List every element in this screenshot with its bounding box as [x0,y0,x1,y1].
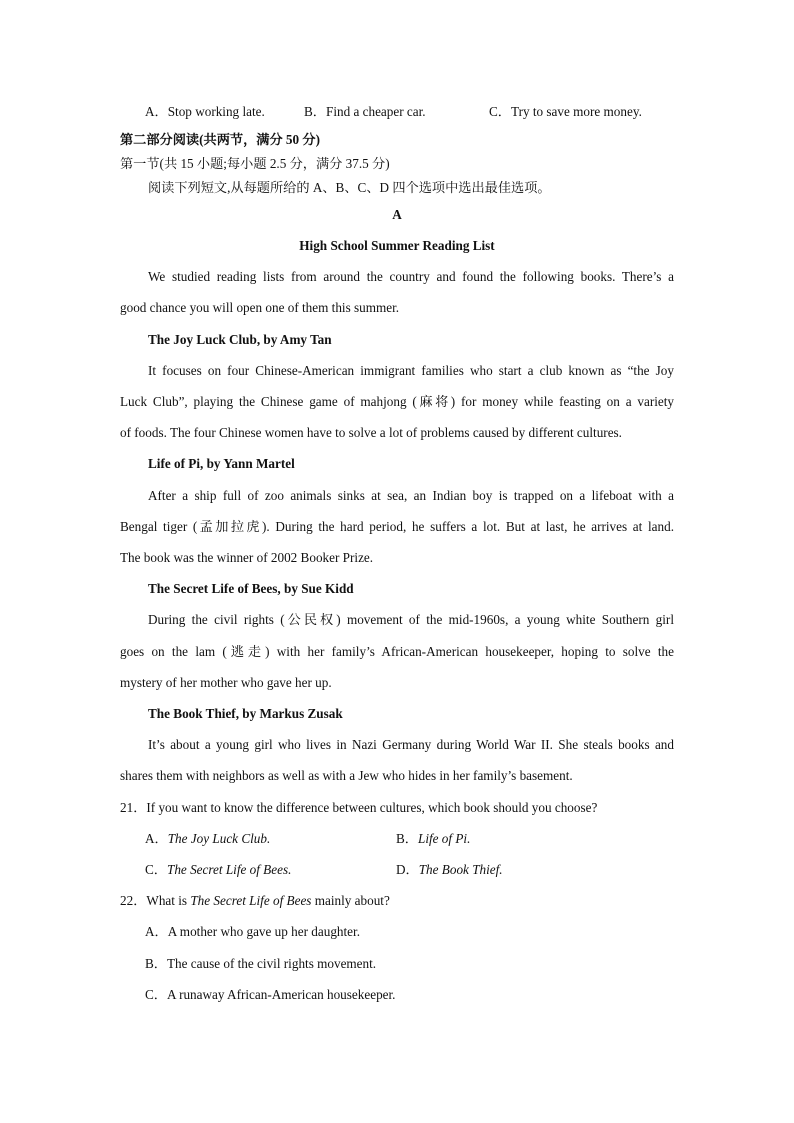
question-22-option-a[interactable]: A．A mother who gave up her daughter. [145,924,360,939]
passage-title: High School Summer Reading List [299,238,495,253]
question-21-stem: 21．If you want to know the difference between cultures, which book should you choose? [120,800,598,815]
question-22-stem: 22．What is The Secret Life of Bees mainly about? [120,893,390,908]
question-22-option-b[interactable]: B．The cause of the civil rights movement. [145,956,377,971]
question-21-option-d[interactable]: D．The Book Thief. [396,862,503,877]
prev-option-b: B．Find a cheaper car. [304,104,426,119]
book-heading: The Book Thief, by Markus Zusak [148,706,343,721]
book-heading: The Secret Life of Bees, by Sue Kidd [148,581,354,596]
book-line: It focuses on four Chinese-American immigrant families who start a club known as “the Joy [148,363,674,378]
book-heading: Life of Pi, by Yann Martel [148,456,295,471]
book-line: goes on the lam (逃走) with her family’s African-American housekeeper, hoping to solve the [120,644,674,659]
book-line: Luck Club”, playing the Chinese game of mahjong (麻将) for money while feasting on a variety [120,394,674,409]
question-21-option-a[interactable]: A．The Joy Luck Club. [145,831,271,846]
instruction: 阅读下列短文,从每题所给的 A、B、C、D 四个选项中选出最佳选项。 [148,180,551,195]
book-line: mystery of her mother who gave her up. [120,675,332,690]
intro-line-2: good chance you will open one of them this summer. [120,300,400,315]
question-22-option-c[interactable]: C．A runaway African-American housekeeper. [145,987,396,1002]
question-21-option-b[interactable]: B．Life of Pi. [396,831,471,846]
intro-line-1: We studied reading lists from around the country and found the following books. There’s a [148,269,674,284]
prev-option-a: A．Stop working late. [145,104,265,119]
part-heading: 第二部分阅读(共两节，满分 50 分) [120,132,321,147]
book-line: It’s about a young girl who lives in Nazi Germany during World War II. She steals books and [148,737,674,752]
passage-letter: A [392,207,402,222]
section-heading: 第一节(共 15 小题;每小题 2.5 分，满分 37.5 分) [120,156,390,171]
prev-option-c: C．Try to save more money. [489,104,642,119]
book-line: Bengal tiger (孟加拉虎). During the hard period, he suffers a lot. But at last, he arrives at land. [120,519,674,534]
book-heading: The Joy Luck Club, by Amy Tan [148,332,332,347]
book-line: The book was the winner of 2002 Booker Prize. [120,550,374,565]
book-line: After a ship full of zoo animals sinks at sea, an Indian boy is trapped on a lifeboat with a [148,488,674,503]
question-21-option-c[interactable]: C．The Secret Life of Bees. [145,862,292,877]
book-line: shares them with neighbors as well as with a Jew who hides in her family’s basement. [120,768,573,783]
book-line: During the civil rights (公民权) movement of the mid-1960s, a young white Southern girl [148,612,674,627]
book-line: of foods. The four Chinese women have to solve a lot of problems caused by different cultures. [120,425,622,440]
